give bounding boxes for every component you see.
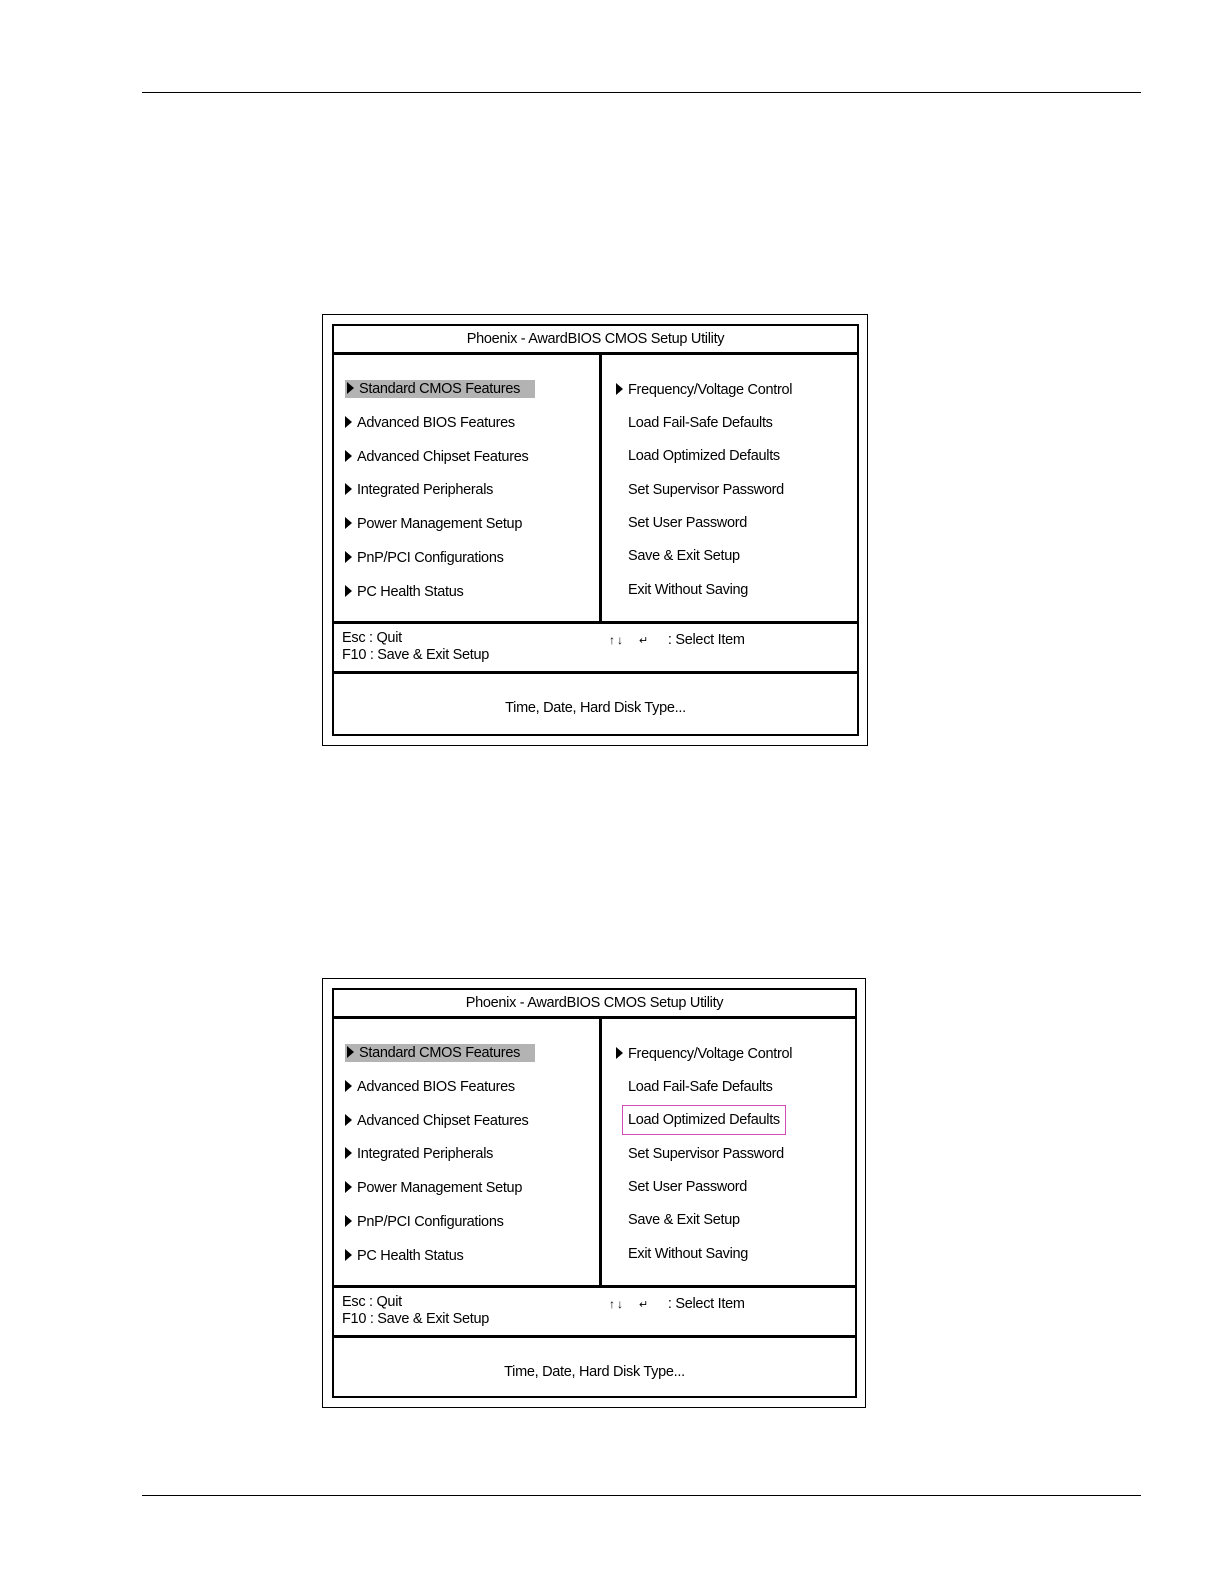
footer-rule bbox=[142, 1495, 1141, 1496]
menu-item-integrated-peripherals[interactable]: Integrated Peripherals bbox=[345, 481, 493, 499]
menu-item-load-optimized-defaults[interactable]: Load Optimized Defaults bbox=[628, 1112, 780, 1128]
bios-window bbox=[332, 988, 857, 1398]
menu-item-power-management-setup[interactable]: Power Management Setup bbox=[345, 1179, 522, 1197]
bios-window bbox=[332, 324, 859, 736]
main-menu bbox=[334, 1019, 855, 1288]
menu-item-frequency-voltage-control[interactable]: Frequency/Voltage Control bbox=[616, 1045, 792, 1063]
menu-item-power-management-setup[interactable]: Power Management Setup bbox=[345, 515, 522, 533]
menu-item-save-exit-setup[interactable]: Save & Exit Setup bbox=[628, 548, 740, 564]
bios-screenshot-2 bbox=[322, 978, 866, 1408]
submenu-arrow-icon bbox=[345, 416, 352, 428]
submenu-arrow-icon bbox=[616, 383, 623, 395]
menu-item-load-optimized-defaults[interactable]: Load Optimized Defaults bbox=[628, 448, 780, 464]
menu-item-exit-without-saving[interactable]: Exit Without Saving bbox=[628, 1246, 749, 1262]
menu-item-load-fail-safe-defaults[interactable]: Load Fail-Safe Defaults bbox=[628, 1079, 773, 1095]
menu-item-set-supervisor-password[interactable]: Set Supervisor Password bbox=[628, 1146, 784, 1162]
menu-item-pnp-pci-configurations[interactable]: PnP/PCI Configurations bbox=[345, 549, 504, 567]
submenu-arrow-icon bbox=[616, 1047, 623, 1059]
submenu-arrow-icon bbox=[345, 551, 352, 563]
key-help-bar bbox=[334, 624, 857, 674]
item-description: Time, Date, Hard Disk Type... bbox=[504, 1364, 685, 1380]
select-item-label: : Select Item bbox=[667, 632, 745, 648]
select-item-label: : Select Item bbox=[667, 1296, 745, 1312]
menu-item-pc-health-status[interactable]: PC Health Status bbox=[345, 583, 463, 601]
key-help-bar bbox=[334, 1288, 855, 1338]
submenu-arrow-icon bbox=[347, 1046, 354, 1058]
navigation-hint bbox=[609, 632, 745, 650]
submenu-arrow-icon bbox=[345, 585, 352, 597]
bios-title: Phoenix - AwardBIOS CMOS Setup Utility bbox=[334, 326, 857, 355]
submenu-arrow-icon bbox=[345, 517, 352, 529]
submenu-arrow-icon bbox=[345, 483, 352, 495]
item-description: Time, Date, Hard Disk Type... bbox=[505, 700, 686, 716]
esc-hint: Esc : Quit bbox=[342, 630, 402, 646]
up-down-arrow-icon: ↑↓ bbox=[609, 633, 625, 647]
menu-item-load-fail-safe-defaults[interactable]: Load Fail-Safe Defaults bbox=[628, 415, 773, 431]
main-menu bbox=[334, 355, 857, 624]
f10-hint: F10 : Save & Exit Setup bbox=[342, 1311, 490, 1327]
submenu-arrow-icon bbox=[345, 1114, 352, 1126]
menu-item-pc-health-status[interactable]: PC Health Status bbox=[345, 1247, 463, 1265]
item-description-bar bbox=[334, 674, 857, 734]
left-menu-column bbox=[334, 1019, 602, 1285]
f10-hint: F10 : Save & Exit Setup bbox=[342, 647, 490, 663]
navigation-hint bbox=[609, 1296, 745, 1314]
submenu-arrow-icon bbox=[345, 450, 352, 462]
submenu-arrow-icon bbox=[345, 1181, 352, 1193]
enter-key-icon: ↵ bbox=[639, 1299, 648, 1311]
menu-item-standard-cmos-features[interactable]: Standard CMOS Features bbox=[345, 1044, 535, 1062]
menu-item-advanced-bios-features[interactable]: Advanced BIOS Features bbox=[345, 1078, 515, 1096]
esc-hint: Esc : Quit bbox=[342, 1294, 402, 1310]
up-down-arrow-icon: ↑↓ bbox=[609, 1297, 625, 1311]
right-menu-column bbox=[602, 1019, 855, 1285]
menu-item-standard-cmos-features[interactable]: Standard CMOS Features bbox=[345, 380, 535, 398]
menu-item-advanced-chipset-features[interactable]: Advanced Chipset Features bbox=[345, 448, 528, 466]
menu-item-advanced-chipset-features[interactable]: Advanced Chipset Features bbox=[345, 1112, 528, 1130]
submenu-arrow-icon bbox=[345, 1215, 352, 1227]
submenu-arrow-icon bbox=[347, 382, 354, 394]
menu-item-integrated-peripherals[interactable]: Integrated Peripherals bbox=[345, 1145, 493, 1163]
header-rule bbox=[142, 92, 1141, 93]
submenu-arrow-icon bbox=[345, 1147, 352, 1159]
menu-item-set-supervisor-password[interactable]: Set Supervisor Password bbox=[628, 482, 784, 498]
submenu-arrow-icon bbox=[345, 1080, 352, 1092]
bios-screenshot-1 bbox=[322, 314, 868, 746]
menu-item-pnp-pci-configurations[interactable]: PnP/PCI Configurations bbox=[345, 1213, 504, 1231]
submenu-arrow-icon bbox=[345, 1249, 352, 1261]
menu-item-frequency-voltage-control[interactable]: Frequency/Voltage Control bbox=[616, 381, 792, 399]
left-menu-column bbox=[334, 355, 602, 621]
bios-title: Phoenix - AwardBIOS CMOS Setup Utility bbox=[334, 990, 855, 1019]
menu-item-set-user-password[interactable]: Set User Password bbox=[628, 1179, 747, 1195]
right-menu-column bbox=[602, 355, 857, 621]
menu-item-advanced-bios-features[interactable]: Advanced BIOS Features bbox=[345, 414, 515, 432]
menu-item-set-user-password[interactable]: Set User Password bbox=[628, 515, 747, 531]
enter-key-icon: ↵ bbox=[639, 635, 648, 647]
menu-item-save-exit-setup[interactable]: Save & Exit Setup bbox=[628, 1212, 740, 1228]
item-description-bar bbox=[334, 1338, 855, 1396]
menu-item-exit-without-saving[interactable]: Exit Without Saving bbox=[628, 582, 749, 598]
